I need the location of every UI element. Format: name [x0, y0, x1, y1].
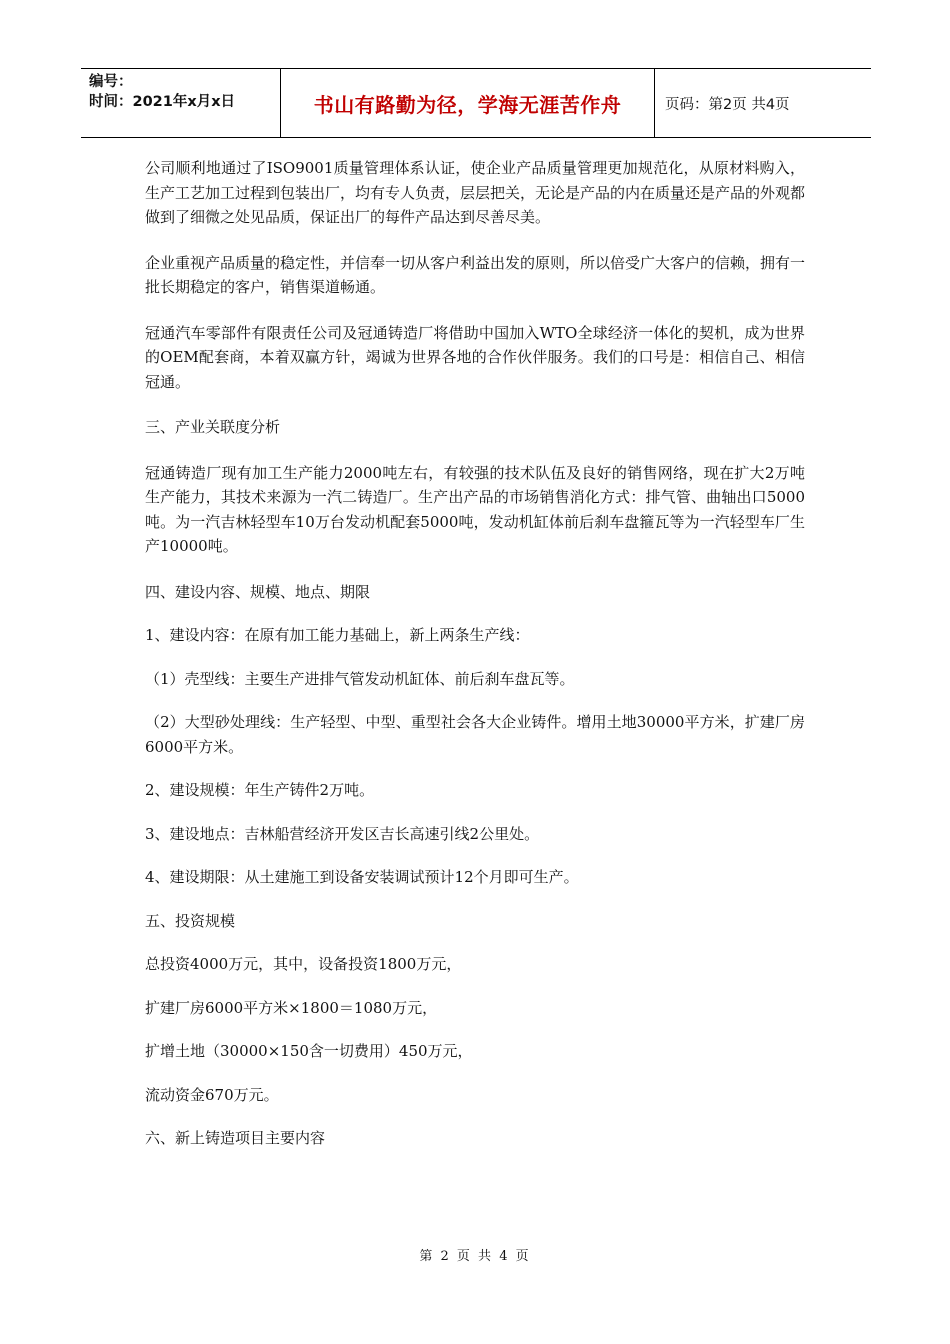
- page-footer: 第 2 页 共 4 页: [419, 1249, 531, 1264]
- paragraph: 冠通汽车零部件有限责任公司及冠通铸造厂将借助中国加入WTO全球经济一体化的契机，成为世界的OEM配套商，本着双赢方针，竭诚为世界各地的合作伙伴服务。我们的口号是：相信自己、相信冠通。: [145, 323, 805, 391]
- header-meta: [81, 69, 281, 137]
- paragraph: （1）壳型线：主要生产进排气管发动机缸体、前后刹车盘瓦等。: [145, 669, 575, 688]
- paragraph: 1、建设内容：在原有加工能力基础上，新上两条生产线：: [145, 626, 530, 644]
- paragraph: （2）大型砂处理线：生产轻型、中型、重型社会各大企业铸件。增用土地30000平方米，扩建厂房6000平方米。: [145, 713, 805, 756]
- section-heading: 三、产业关联度分析: [145, 418, 281, 436]
- page-header: [81, 68, 871, 138]
- page-info: 页码：第2页 共4页: [665, 96, 790, 113]
- paragraph: 2、建设规模：年生产铸件2万吨。: [145, 781, 375, 799]
- paragraph: 总投资4000万元，其中，设备投资1800万元，: [145, 955, 462, 973]
- paragraph: 流动资金670万元。: [145, 1085, 279, 1104]
- paragraph: 冠通铸造厂现有加工生产能力2000吨左右，有较强的技术队伍及良好的销售网络，现在扩大2万吨生产能力，其技术来源为一汽二铸造厂。生产出产品的市场销售消化方式：排气管、曲轴出口5000吨。为一汽吉林轻型车10万台发动机配套5000吨，发动机缸体前后刹车盘箍瓦等为一汽轻型车厂生产10000吨。: [145, 463, 805, 555]
- number-label: 编号：: [89, 74, 133, 90]
- paragraph: 企业重视产品质量的稳定性，并信奉一切从客户利益出发的原则，所以倍受广大客户的信赖，拥有一批长期稳定的客户，销售渠道畅通。: [145, 253, 806, 296]
- paragraph: 4、建设期限：从土建施工到设备安装调试预计12个月即可生产。: [145, 868, 579, 886]
- paragraph: 公司顺利地通过了ISO9001质量管理体系认证，使企业产品质量管理更加规范化，从原材料购入，生产工艺加工过程到包装出厂，均有专人负责，层层把关，无论是产品的内在质量还是产品的外观都做到了细微之处见品质，保证出厂的每件产品达到尽善尽美。: [145, 159, 806, 226]
- motto: 书山有路勤为径，学海无涯苦作舟: [281, 69, 655, 137]
- time-label: 时间：2021年x月x日: [89, 94, 236, 110]
- document-body: [145, 156, 805, 1151]
- paragraph: 扩建厂房6000平方米×1800＝1080万元，: [145, 998, 438, 1017]
- paragraph: 3、建设地点：吉林船营经济开发区吉长高速引线2公里处。: [145, 824, 540, 843]
- paragraph: 扩增土地（30000×150含一切费用）450万元，: [145, 1042, 473, 1060]
- section-heading: 四、建设内容、规模、地点、期限: [145, 582, 371, 601]
- section-heading: 六、新上铸造项目主要内容: [145, 1129, 326, 1147]
- section-heading: 五、投资规模: [145, 911, 236, 930]
